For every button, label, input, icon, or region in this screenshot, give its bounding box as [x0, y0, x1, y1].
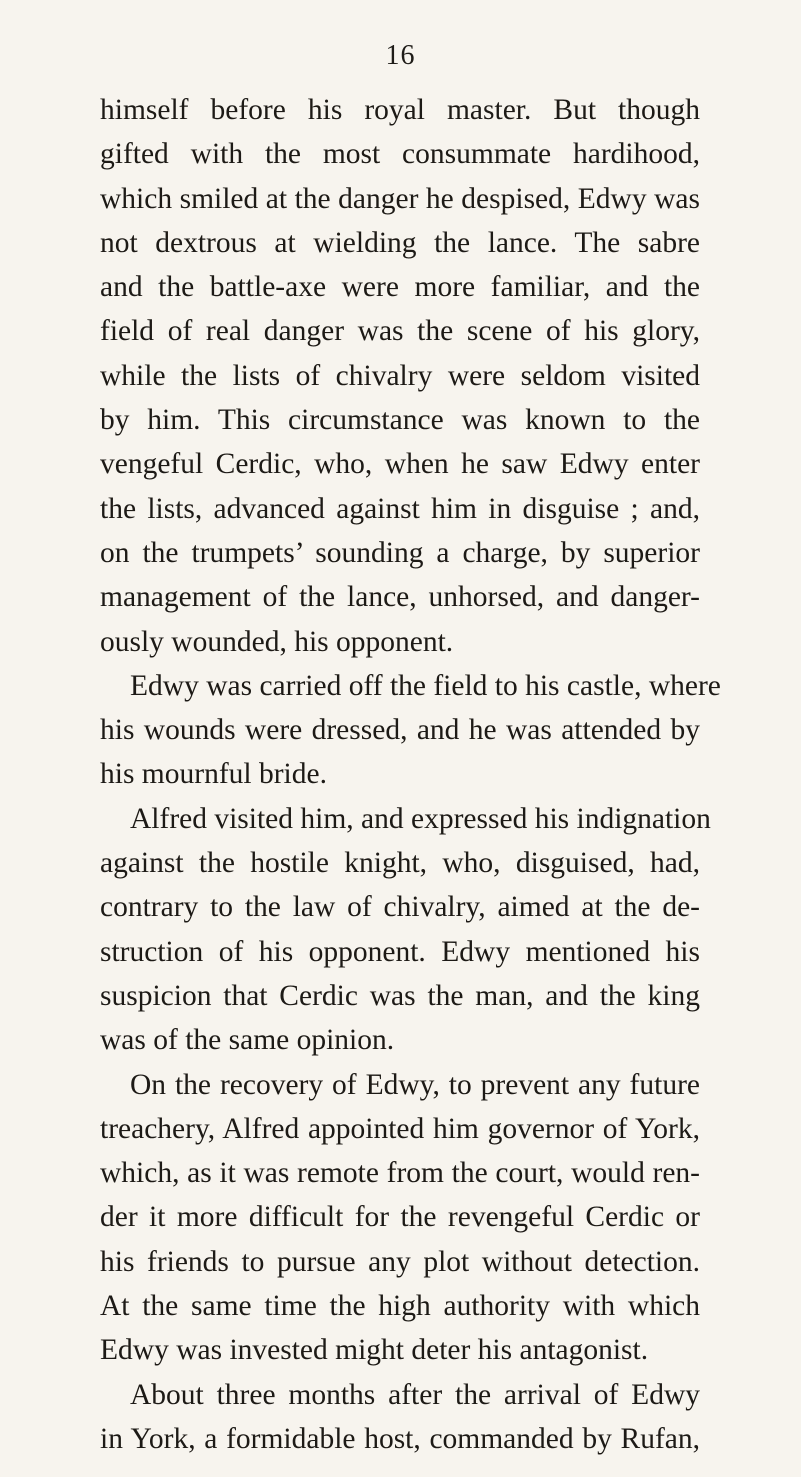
text-line-4: not dextrous at wielding the lance. The sabre: [100, 226, 700, 259]
text-line-22: was of the same opinion.: [100, 1024, 395, 1057]
text-line-15: his wounds were dressed, and he was attended by: [100, 714, 700, 747]
text-line-18: against the hostile knight, who, disguised, had,: [100, 847, 700, 880]
text-line-3: which smiled at the danger he despised, Edwy was: [100, 182, 700, 215]
body-text: [100, 88, 721, 1461]
text-line-30: About three months after the arrival of Edwy: [130, 1378, 700, 1411]
text-line-6: field of real danger was the scene of his glory,: [100, 315, 700, 348]
text-line-19: contrary to the law of chivalry, aimed at the de-: [100, 891, 700, 924]
text-line-28: At the same time the high authority with which: [100, 1290, 700, 1323]
text-line-25: which, as it was remote from the court, would ren-: [100, 1157, 700, 1190]
text-line-12: management of the lance, unhorsed, and danger-: [100, 581, 700, 614]
text-line-13: ously wounded, his opponent.: [100, 625, 454, 658]
text-line-1: himself before his royal master. But though: [100, 94, 700, 126]
text-line-26: der it more difficult for the revengeful Cerdic or: [100, 1201, 700, 1234]
text-line-7: while the lists of chivalry were seldom visited: [100, 359, 700, 392]
text-line-20: struction of his opponent. Edwy mentioned his: [100, 935, 700, 968]
text-line-17: Alfred visited him, and expressed his indignation: [130, 802, 711, 835]
text-line-16: his mournful bride.: [100, 758, 327, 791]
text-line-21: suspicion that Cerdic was the man, and the king: [100, 979, 700, 1012]
page-number: 16: [385, 40, 416, 71]
text-line-5: and the battle-axe were more familiar, and the: [100, 271, 700, 304]
text-line-11: on the trumpets’ sounding a charge, by superior: [100, 536, 700, 569]
text-line-31: in York, a formidable host, commanded by Rufan,: [100, 1422, 700, 1455]
text-line-29: Edwy was invested might deter his antagonist.: [100, 1334, 649, 1367]
text-line-8: by him. This circumstance was known to the: [100, 404, 700, 437]
text-line-27: his friends to pursue any plot without detection.: [100, 1245, 700, 1278]
text-line-2: gifted with the most consummate hardihood,: [100, 138, 700, 171]
text-line-14: Edwy was carried off the field to his castle, where: [130, 669, 721, 702]
text-line-23: On the recovery of Edwy, to prevent any future: [130, 1068, 700, 1101]
text-line-9: vengeful Cerdic, who, when he saw Edwy enter: [100, 448, 700, 481]
text-line-10: the lists, advanced against him in disguise ; and,: [100, 492, 700, 525]
text-line-24: treachery, Alfred appointed him governor of York,: [100, 1112, 700, 1145]
